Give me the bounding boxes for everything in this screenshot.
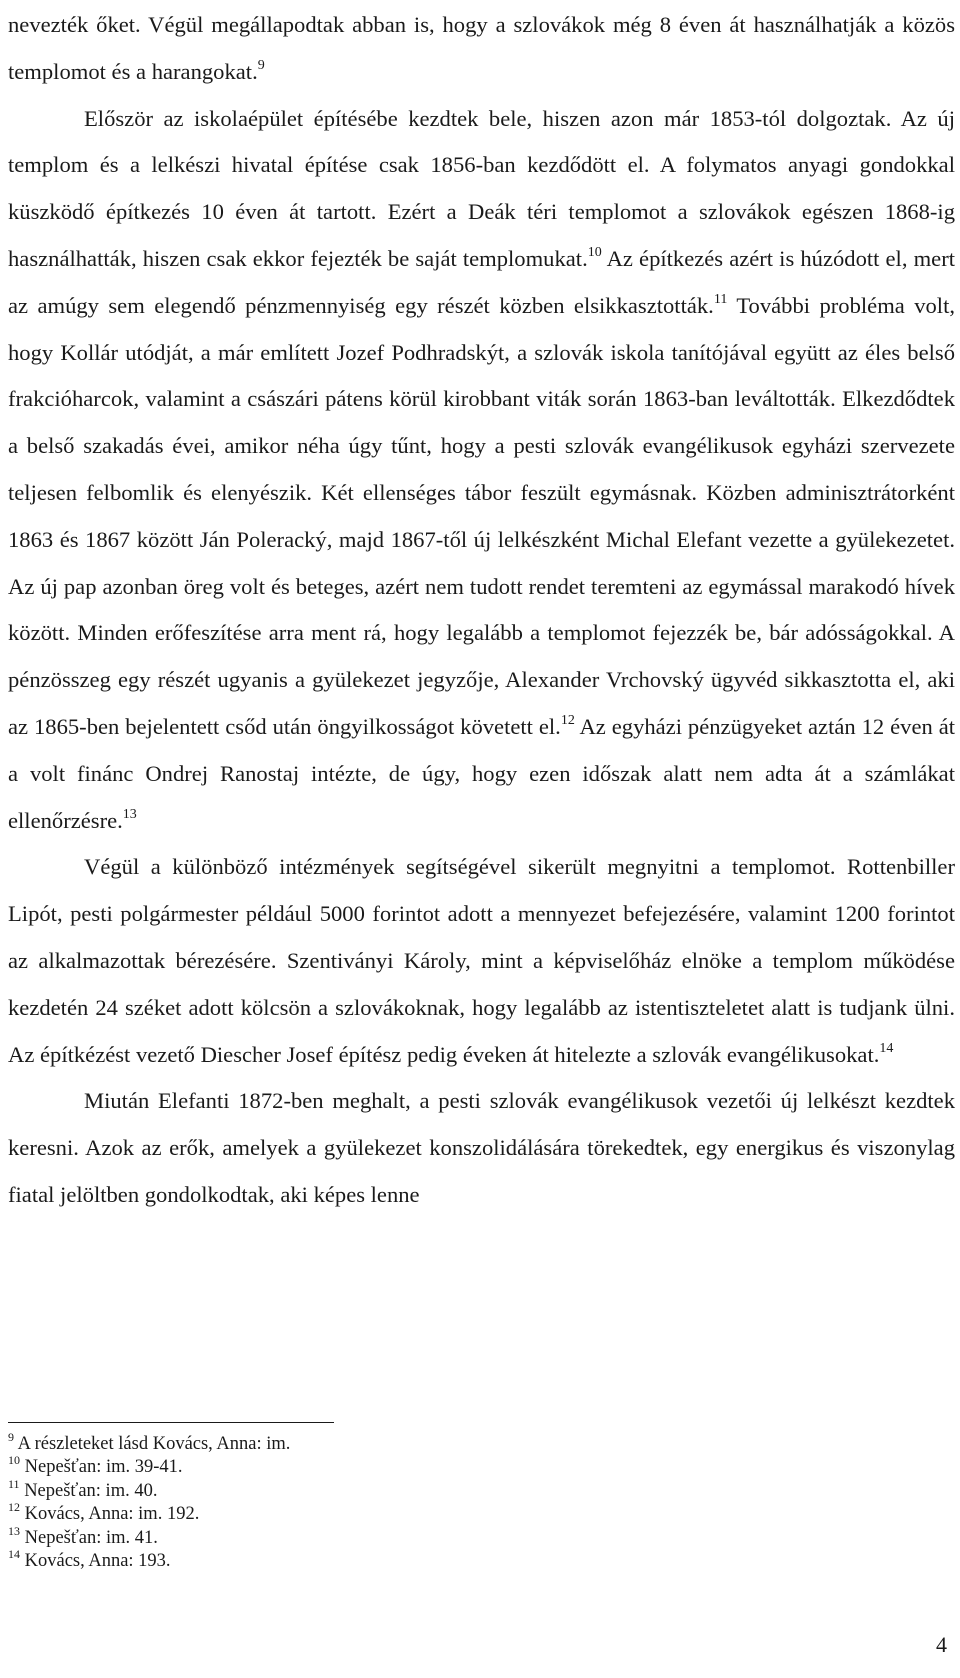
paragraph (8, 96, 955, 845)
footnote-reference: 9 (257, 57, 265, 73)
footnote-number: 9 (8, 1430, 14, 1444)
footnote-text: Kovács, Anna: 193. (20, 1551, 171, 1572)
footnote-text: A részleteket lásd Kovács, Anna: im. (14, 1434, 291, 1454)
paragraph (8, 844, 955, 1078)
paragraph-text: nevezték őket. Végül megállapodtak abban is, hogy a szlovákok még 8 éven át használhatják a közös templomot és a harangokat. (8, 12, 955, 84)
footnote-text: Kovács, Anna: im. 192. (20, 1504, 200, 1525)
footnote-number: 10 (8, 1453, 20, 1468)
paragraph-text: Miután Elefanti 1872-ben meghalt, a pesti szlovák evangélikusok vezetői új lelkészt kezdtek keresni. Azok az erők, amelyek a gyülekezet konszolidálására törekedtek, egy energikus és viszonylag fiatal jelöltben gondolkodtak, aki képes lenne (8, 1088, 955, 1207)
footnote-item (8, 1523, 948, 1550)
footnote-reference: 13 (122, 806, 137, 822)
page-number: 4 (936, 1632, 947, 1657)
footnote-number: 14 (8, 1547, 20, 1562)
footnote-divider (8, 1422, 334, 1423)
footnote-text: Nepešťan: im. 39-41. (20, 1457, 183, 1478)
footnote-text: Nepešťan: im. 41. (20, 1527, 158, 1548)
footnote-number: 13 (8, 1523, 20, 1538)
paragraph-text: Az egyházi pénzügyeket aztán 12 éven át a volt finánc Ondrej Ranostaj intézte, de úgy, hogy ezen időszak alatt nem adta át a számlákat ellenőrzésre. (8, 713, 955, 833)
footnote-item (8, 1547, 948, 1573)
paragraph-text: Végül a különböző intézmények segítségével sikerült megnyitni a templomot. Rottenbiller Lipót, pesti polgármester például 5000 forintot adott a mennyezet befejezésére, valamint 1200 forintot az alkalmazottak bérezésére. Szentiványi Károly, mint a képviselőház elnöke a templom működése kezdetén 24 széket adott kölcsön a szlovákoknak, hogy legalább az istentiszteletet alatt is tudjank ülni. Az építkézést vezető Diescher Josef építész pedig éveken át hitelezte a szlovák evangélikusokat. (8, 854, 955, 1067)
footnote-reference: 10 (587, 244, 602, 260)
footnotes (8, 1430, 948, 1573)
paragraph (8, 1078, 955, 1218)
footnote-item (8, 1453, 948, 1479)
paragraph-text: További probléma volt, hogy Kollár utódját, a már említett Jozef Podhradskýt, a szlovák iskola tanítójával együtt az éles belső frakcióharcok, valamint a császári pátens körül kirobbant viták során 1863-ban leváltották. Elkezdődtek a belső szakadás évei, amikor néha úgy tűnt, hogy a pesti szlovák evangélikusok egyházi szervezete teljesen felbomlik és elenyészik. Két ellenséges tábor feszült egymásnak. Közben adminisztrátorként 1863 és 1867 között Ján Poleracký, majd 1867-től új lelkészként Michal Elefant vezette a gyülekezetet. Az új pap azonban öreg volt és beteges, azért nem tudott rendet teremteni az egymással marakodó hívek között. Minden erőfeszítése arra ment rá, hogy legalább a templomot fejezzék be, bár adósságokkal. A pénzösszeg egy részét ugyanis a gyülekezet jegyzője, Alexander Vrchovský ügyvéd sikkasztotta el, aki az 1865-ben bejelentett csőd után öngyilkosságot követett el. (8, 292, 956, 739)
paragraph-text: Az építkezés azért is húzódott el, mert az amúgy sem elegendő pénzmennyiség egy részét közben elsikkasztották. (8, 245, 955, 318)
footnote-text: Nepešťan: im. 40. (19, 1480, 158, 1501)
paragraph (8, 2, 955, 96)
footnote-item (8, 1500, 948, 1526)
footnote-item (8, 1476, 948, 1503)
footnote-item (8, 1430, 948, 1456)
footnote-number: 12 (8, 1500, 20, 1515)
paragraph-text: Először az iskolaépület építésébe kezdtek bele, hiszen azon már 1853-tól dolgoztak. Az új templom és a lelkészi hivatal építése csak 1856-ban kezdődött el. A folymatos anyagi gondokkal küszködő építkezés 10 éven át tartott. Ezért a Deák téri templomot a szlovákok egészen 1868-ig használhatták, hiszen csak ekkor fejezték be saját templomukat. (8, 105, 955, 271)
footnote-reference: 14 (879, 1040, 894, 1056)
footnote-number: 11 (8, 1476, 20, 1491)
footnote-reference: 11 (713, 291, 728, 307)
footnote-reference: 12 (560, 712, 575, 728)
body-text (8, 2, 955, 1219)
